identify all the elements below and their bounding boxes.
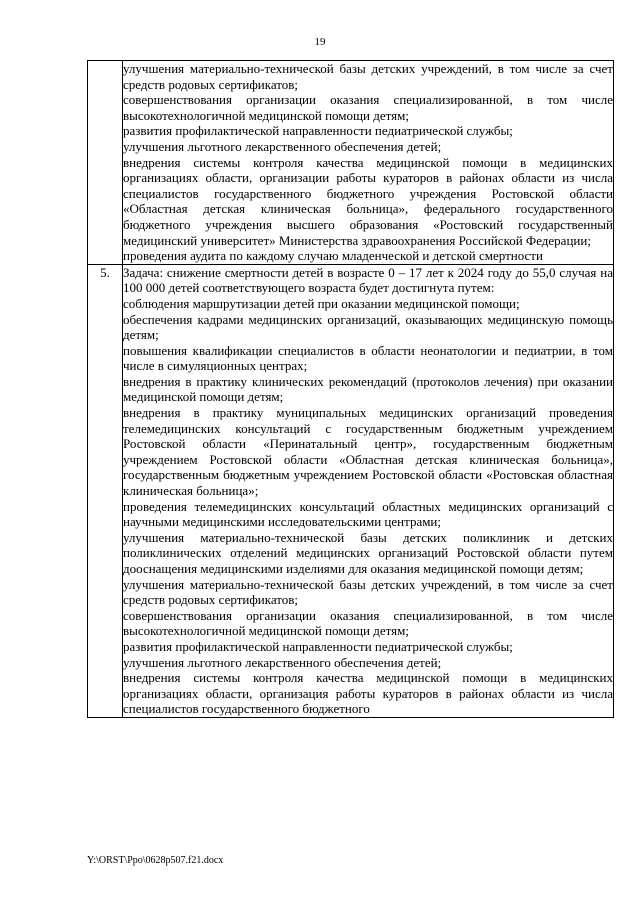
list-item: улучшения льготного лекарственного обеспечения детей;: [123, 138, 442, 154]
footer-file-path: Y:\ORST\Ppo\0628p507.f21.docx: [87, 855, 224, 866]
list-item: внедрения в практику клинических рекомендаций (протоколов лечения) при оказании медицинской помощи детям;: [123, 373, 613, 405]
list-item: внедрения в практику муниципальных медицинских организаций проведения телемедицинских консультаций с государственным бюджетным учреждением Ростовской области «Перинатальный центр», государственным бюджетным учреждением Ростовской области «Областная детская клиническая больница», государственным бюджетным учреждением Ростовской области «Ростовская областная клиническая больница»;: [123, 405, 613, 499]
list-item: проведения телемедицинских консультаций областных медицинских организаций с научными медицинскими исследовательскими центрами;: [123, 498, 613, 530]
list-item: обеспечения кадрами медицинских организаций, оказывающих медицинскую помощь детям;: [123, 311, 613, 343]
row-text: [123, 61, 614, 265]
task-heading: Задача: снижение смертности детей в возрасте 0 – 17 лет к 2024 году до 55,0 случая на 100 000 детей соответствующего возраста будет достигнута путем:: [123, 264, 613, 296]
content-table: [87, 60, 614, 718]
list-item: повышения квалификации специалистов в области неонатологии и педиатрии, в том числе в симуляционных центрах;: [123, 342, 613, 374]
list-item: улучшения материально-технической базы детских учреждений, в том числе за счет средств родовых сертификатов;: [123, 576, 613, 608]
list-item: улучшения материально-технической базы детских учреждений, в том числе за счет средств родовых сертификатов;: [123, 61, 613, 92]
list-item: улучшения материально-технической базы детских поликлиник и детских поликлинических отделений медицинских организаций Ростовской области путем дооснащения медицинскими изделиями для оказания медицинской помощи детям;: [123, 529, 613, 576]
row-text: [123, 264, 614, 717]
list-item: развития профилактической направленности педиатрической службы;: [123, 638, 513, 654]
list-item: улучшения льготного лекарственного обеспечения детей;: [123, 654, 442, 670]
list-item: совершенствования организации оказания специализированной, в том числе высокотехнологичной медицинской помощи детям;: [123, 607, 613, 639]
list-item: совершенствования организации оказания специализированной, в том числе высокотехнологичной медицинской помощи детям;: [123, 92, 613, 123]
list-item: развития профилактической направленности педиатрической службы;: [123, 123, 513, 139]
list-item: внедрения системы контроля качества медицинской помощи в медицинских организациях области, организация работы кураторов в районах области из числа специалистов государственного бюджетного: [123, 670, 613, 717]
row-number: 5.: [88, 264, 123, 717]
page-number: 19: [314, 36, 326, 48]
table-row: [88, 61, 614, 265]
table-row: [88, 264, 614, 717]
list-item: соблюдения маршрутизации детей при оказании медицинской помощи;: [123, 295, 520, 311]
list-item: проведения аудита по каждому случаю младенческой и детской смертности: [123, 248, 543, 264]
row-number: [88, 61, 123, 265]
list-item: внедрения системы контроля качества медицинской помощи в медицинских организациях области, организации работы кураторов в районах области из числа специалистов государственного бюджетного учреждения Ростовской области «Областная детская клиническая больница», федерального государственного бюджетного учреждения высшего образования «Ростовский государственный медицинский университет» Министерства здравоохранения Российской Федерации;: [123, 154, 613, 248]
